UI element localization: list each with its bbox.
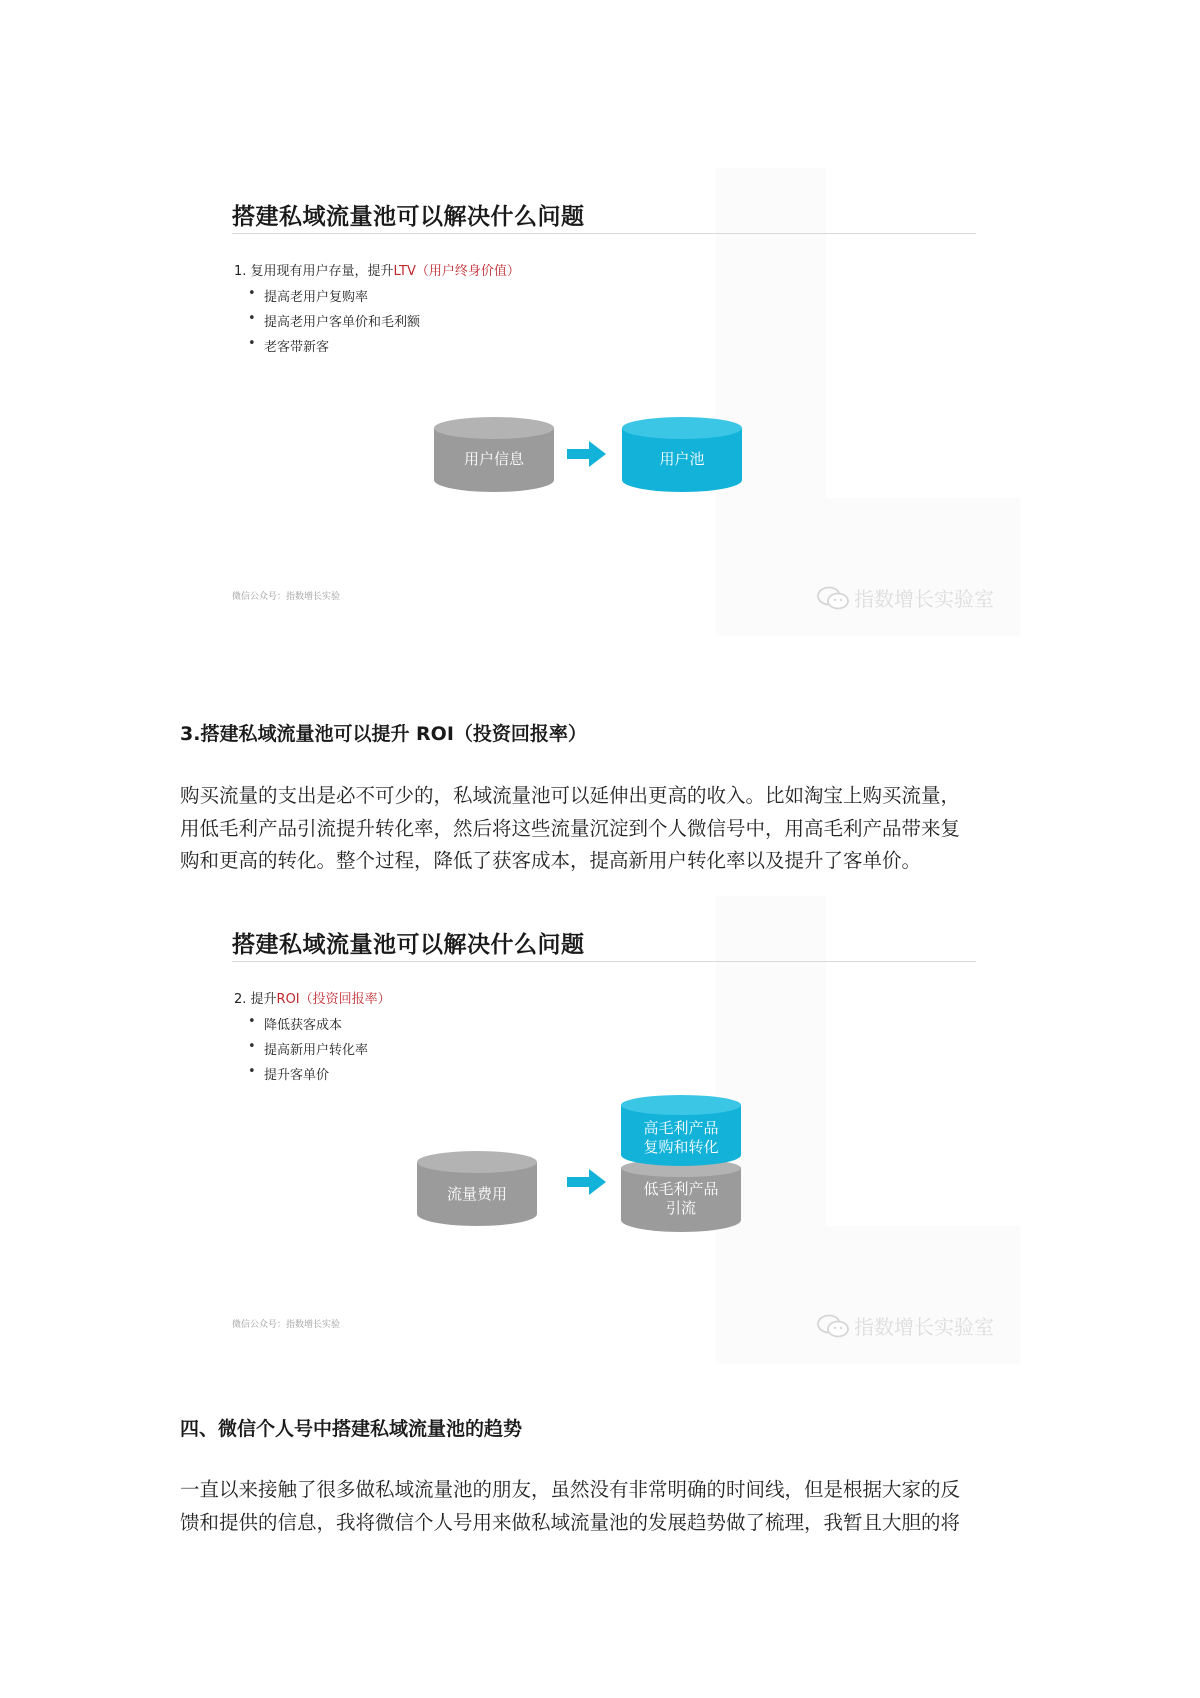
paragraph-line: 馈和提供的信息，我将微信个人号用来做私域流量池的发展趋势做了梳理，我暂且大胆的将 [180,1510,961,1534]
bullet-item: • 降低获客成本 [264,1014,342,1033]
paragraph-line: 购买流量的支出是必不可少的，私域流量池可以延伸出更高的收入。比如淘宝上购买流量， [180,784,961,807]
paragraph-line: 购和更高的转化。整个过程，降低了获客成本，提高新用户转化率以及提升了客单价。 [180,849,922,872]
bullet-item: • 提高老用户复购率 [264,286,368,305]
cylinder-label-line1: 低毛利产品 [643,1180,719,1198]
traffic-cost-cylinder [416,1150,538,1228]
user-info-cylinder [433,416,555,494]
body-paragraph [180,780,1025,878]
section-heading: 3.搭建私域流量池可以提升 ROI（投资回报率） [180,723,587,745]
high-margin-cylinder [620,1094,742,1168]
point-text: 2. 提升 [234,992,277,1007]
slide-title: 搭建私域流量池可以解决什么问题 [232,204,585,230]
bullet-item: • 提高新用户转化率 [264,1039,368,1058]
slide-image-1 [196,168,1020,636]
body-paragraph [180,1474,1025,1539]
slide-image-2 [196,896,1020,1364]
slide-footer: 微信公众号：指数增长实验 [232,592,341,602]
bullet-item: • 老客带新客 [264,336,329,355]
title-divider [232,233,976,234]
arrow-right-icon [567,440,607,468]
cylinder-label: 用户池 [659,450,705,468]
wechat-icon [816,1314,850,1338]
cylinder-label: 用户信息 [463,450,524,468]
cylinder-label-line1: 高毛利产品 [643,1119,719,1137]
slide-point [234,988,391,1007]
slide-footer: 微信公众号：指数增长实验 [232,1320,341,1330]
title-divider [232,961,976,962]
watermark [816,583,994,612]
point-highlight: LTV（用户终身价值） [393,264,520,279]
user-pool-cylinder [621,416,743,494]
cylinder-label-line2: 引流 [665,1199,696,1217]
bullet-item: • 提高老用户客单价和毛利额 [264,311,420,330]
paragraph-line: 一直以来接触了很多做私域流量池的朋友，虽然没有非常明确的时间线，但是根据大家的反 [180,1478,961,1501]
watermark-text: 指数增长实验室 [854,587,994,611]
bullet-item: • 提升客单价 [264,1064,329,1083]
paragraph-line: 用低毛利产品引流提升转化率，然后将这些流量沉淀到个人微信号中，用高毛利产品带来复 [180,816,961,840]
cylinder-label: 流量费用 [446,1185,507,1203]
arrow-right-icon [567,1168,607,1196]
watermark [816,1311,994,1340]
slide-point [234,260,520,279]
point-highlight: ROI（投资回报率） [276,992,391,1007]
watermark-text: 指数增长实验室 [854,1315,994,1339]
point-text: 1. 复用现有用户存量，提升 [234,264,394,279]
slide-title: 搭建私域流量池可以解决什么问题 [232,932,585,958]
cylinder-label-line2: 复购和转化 [643,1138,719,1156]
low-margin-cylinder [620,1158,742,1234]
wechat-icon [816,586,850,610]
section-heading: 四、微信个人号中搭建私域流量池的趋势 [180,1418,523,1440]
